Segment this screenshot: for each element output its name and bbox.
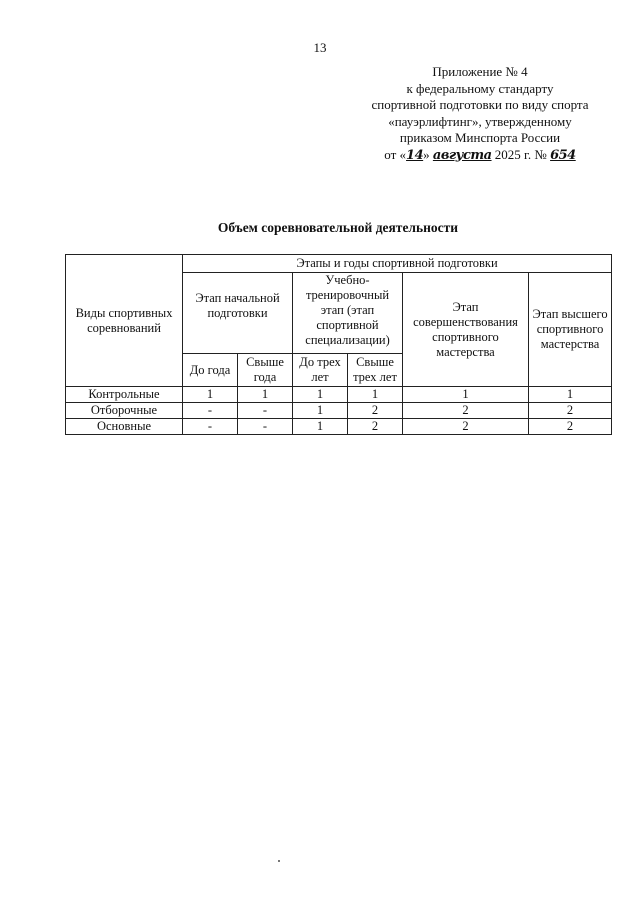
years-over-one: Свыше года (238, 354, 293, 387)
handwritten-number: 654 (550, 147, 576, 163)
years-over-three: Свыше трех лет (348, 354, 403, 387)
appendix-block (330, 64, 630, 164)
stages-group-header: Этапы и годы спортивной подготовки (183, 255, 612, 273)
table-cell: 1 (183, 387, 238, 403)
appendix-line-3: спортивной подготовки по виду спорта (371, 97, 589, 112)
table-cell: 2 (403, 419, 529, 435)
date-prefix: от « (384, 146, 407, 162)
document-title: Объем соревновательной деятельности (217, 220, 459, 235)
table-cell: 2 (403, 403, 529, 419)
row-name: Отборочные (66, 403, 183, 419)
stage-training-header: Учебно-тренировочный этап (этап спортивной специализации) (293, 273, 403, 354)
table-header-row (66, 255, 612, 273)
appendix-line-5: приказом Минспорта России (399, 130, 561, 145)
table-cell: 2 (348, 419, 403, 435)
years-up-to-one: До года (183, 354, 238, 387)
appendix-line-2: к федеральному стандарту (406, 80, 554, 96)
date-year: 2025 г. № (494, 146, 547, 162)
years-up-to-three: До трех лет (293, 354, 348, 387)
table-cell: - (238, 403, 293, 419)
table-cell: 1 (293, 403, 348, 419)
table-cell: 1 (529, 387, 612, 403)
competition-type-header: Виды спортивных соревнований (66, 255, 183, 387)
table-cell: - (238, 419, 293, 435)
stage-initial-header: Этап начальной подготовки (183, 273, 293, 354)
table-row (66, 419, 612, 435)
row-name: Контрольные (66, 387, 183, 403)
appendix-line-4: «пауэрлифтинг», утвержденному (388, 113, 572, 129)
table-cell: 1 (238, 387, 293, 403)
table-cell: 2 (348, 403, 403, 419)
table-cell: 1 (293, 419, 348, 435)
competition-volume-table (65, 254, 612, 435)
page-number: 13 (313, 40, 327, 55)
scan-speck (278, 860, 280, 862)
table-row (66, 403, 612, 419)
table-cell: - (183, 403, 238, 419)
table-cell: 2 (529, 403, 612, 419)
appendix-line-1: Приложение № 4 (432, 64, 528, 79)
table-row (66, 387, 612, 403)
table-cell: 1 (403, 387, 529, 403)
stage-improvement-header: Этап совершенствования спортивного мастерства (403, 273, 529, 387)
appendix-date-line (330, 147, 630, 165)
handwritten-day: 14 (406, 147, 424, 163)
stage-highest-header: Этап высшего спортивного мастерства (529, 273, 612, 387)
table-cell: 1 (348, 387, 403, 403)
table-cell: 1 (293, 387, 348, 403)
table-cell: 2 (529, 419, 612, 435)
table-cell: - (183, 419, 238, 435)
row-name: Основные (66, 419, 183, 435)
handwritten-month: августа (432, 147, 492, 163)
day-suffix: » (423, 146, 430, 162)
